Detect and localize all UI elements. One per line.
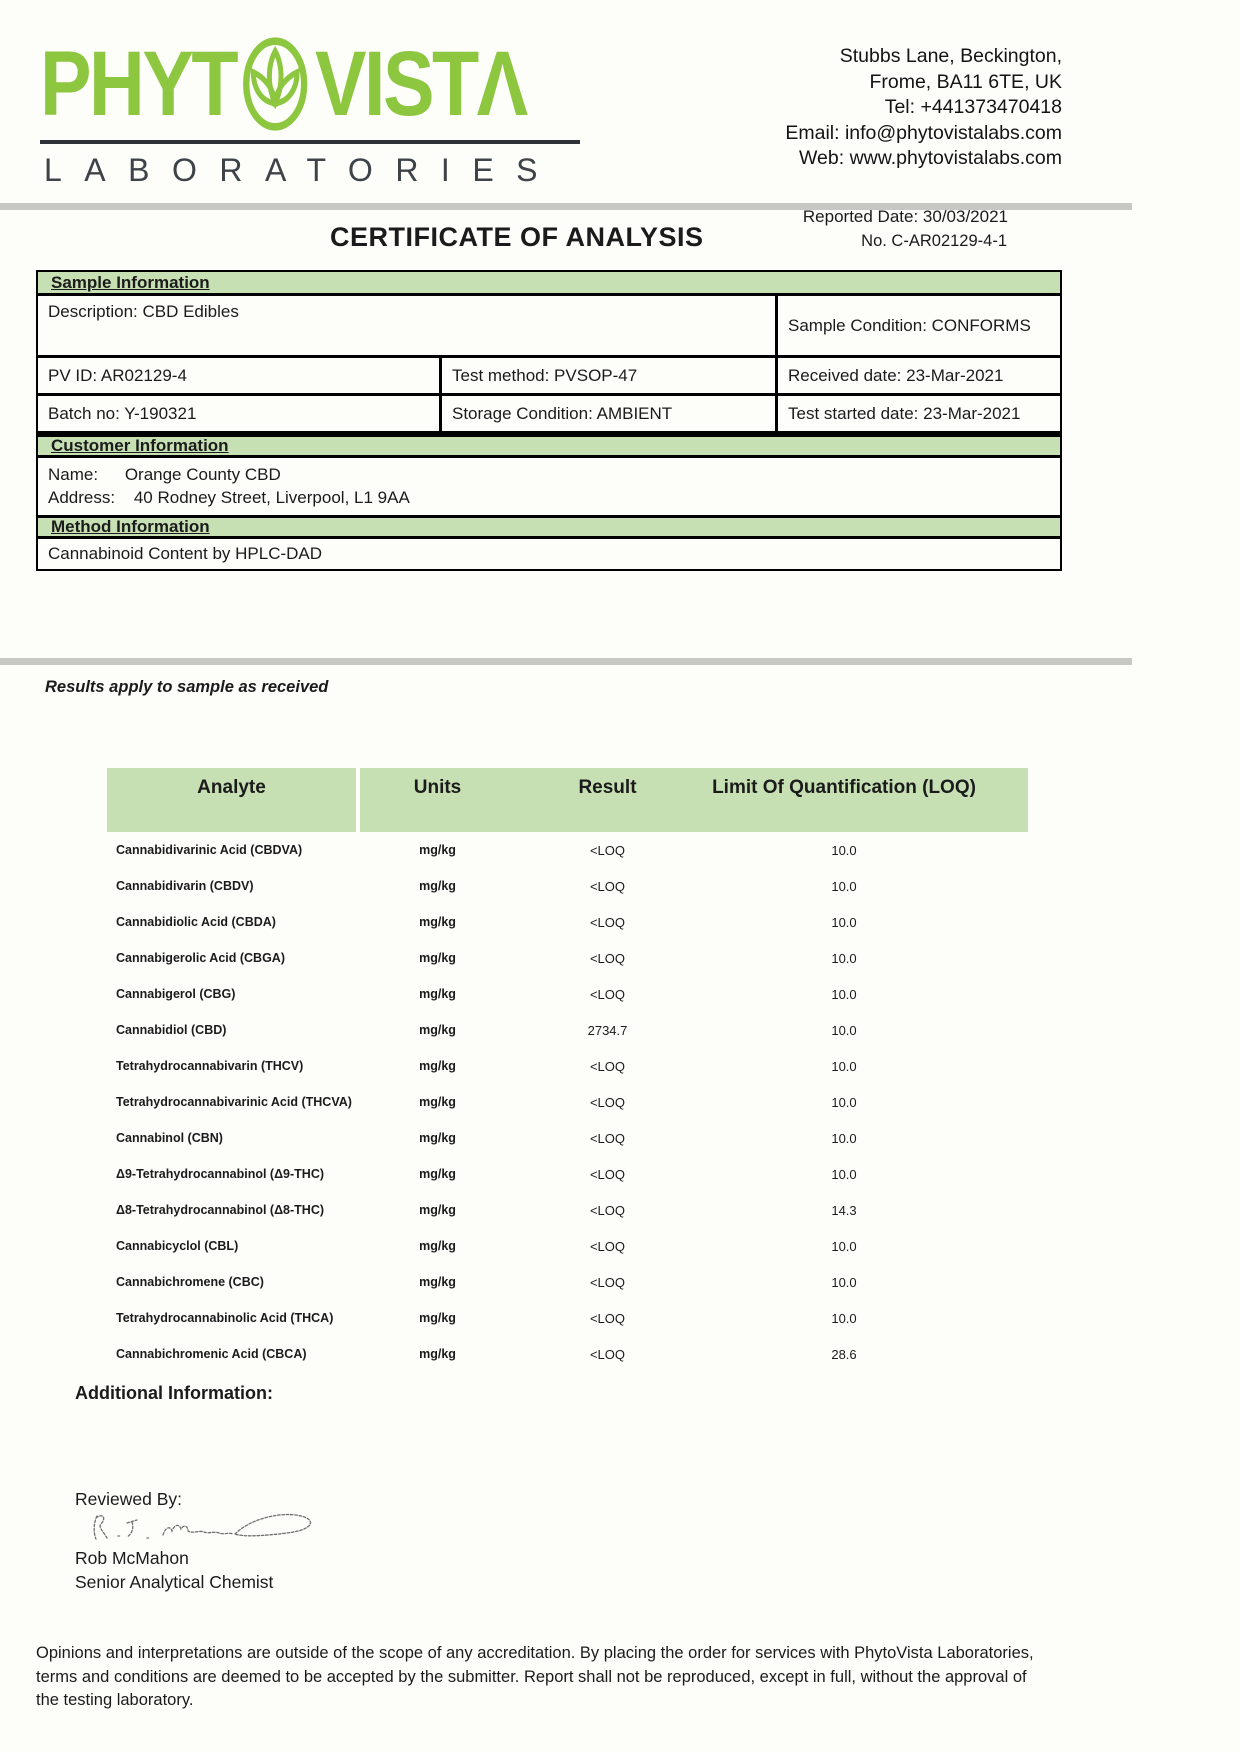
method-details (38, 539, 1060, 569)
result-value: <LOQ (589, 1238, 626, 1254)
loq-value: 28.6 (831, 1346, 857, 1362)
column-header-analyte: Analyte (107, 768, 360, 832)
units-value: mg/kg (419, 1311, 456, 1325)
sample-description: Description: CBD Edibles (38, 296, 778, 355)
reported-date: Reported Date: 30/03/2021 (802, 207, 1008, 226)
result-value: <LOQ (589, 1130, 626, 1146)
customer-information-title: Customer Information (51, 436, 229, 455)
storage-condition: Storage Condition: AMBIENT (442, 396, 778, 431)
signature-scribble (85, 1504, 325, 1554)
result-value: <LOQ (589, 914, 626, 930)
leaf-icon (240, 34, 311, 134)
sample-information-title: Sample Information (51, 272, 210, 292)
sample-information-header (38, 272, 1060, 296)
section-divider-bar (0, 658, 1132, 665)
results-table (107, 768, 1028, 1372)
result-value: <LOQ (589, 1166, 626, 1182)
loq-value: 10.0 (831, 1274, 857, 1290)
sample-row-description (38, 296, 1060, 358)
result-value: <LOQ (589, 1094, 626, 1110)
result-value: 2734.7 (587, 1022, 628, 1038)
analyte-name: Cannabichromenic Acid (CBCA) (116, 1347, 307, 1361)
units-value: mg/kg (419, 843, 456, 857)
table-row (107, 1300, 1028, 1336)
method-information-header (38, 515, 1060, 539)
analyte-name: Cannabigerol (CBG) (116, 987, 236, 1001)
loq-value: 10.0 (831, 1058, 857, 1074)
reviewed-by-label: Reviewed By: (75, 1489, 182, 1509)
result-value: <LOQ (589, 842, 626, 858)
table-row (107, 832, 1028, 868)
table-row (107, 976, 1028, 1012)
method-information-title: Method Information (51, 517, 210, 536)
result-value: <LOQ (589, 1346, 626, 1362)
analyte-name: Cannabichromene (CBC) (116, 1275, 264, 1289)
reviewer-name: Rob McMahon (75, 1548, 189, 1568)
certificate-number: No. C-AR02129-4-1 (861, 232, 1007, 250)
result-value: <LOQ (589, 986, 626, 1002)
contact-web: Web: www.phytovistalabs.com (799, 147, 1062, 169)
logo-laboratories-text: LABORATORIES (44, 152, 560, 188)
analyte-name: Cannabidivarin (CBDV) (116, 879, 254, 893)
table-row (107, 1156, 1028, 1192)
method-name: Cannabinoid Content by HPLC-DAD (48, 544, 323, 563)
analyte-name: Tetrahydrocannabivarin (THCV) (116, 1059, 304, 1073)
analyte-name: Cannabinol (CBN) (116, 1131, 223, 1145)
loq-value: 14.3 (831, 1202, 857, 1218)
customer-address-label: Address: (48, 488, 116, 507)
column-header-units: Units (360, 768, 515, 832)
result-value: <LOQ (589, 950, 626, 966)
pv-id: PV ID: AR02129-4 (38, 358, 442, 393)
table-row (107, 1012, 1028, 1048)
result-value: <LOQ (589, 1310, 626, 1326)
page-title: CERTIFICATE OF ANALYSIS (330, 222, 704, 252)
table-row (107, 1264, 1028, 1300)
analyte-name: Δ8-Tetrahydrocannabinol (Δ8-THC) (116, 1203, 325, 1217)
units-value: mg/kg (419, 1167, 456, 1181)
sample-row-ids (38, 358, 1060, 396)
table-row (107, 1192, 1028, 1228)
test-method: Test method: PVSOP-47 (442, 358, 778, 393)
sample-condition: Sample Condition: CONFORMS (788, 315, 1031, 335)
units-value: mg/kg (419, 1203, 456, 1217)
result-value: <LOQ (589, 1274, 626, 1290)
units-value: mg/kg (419, 987, 456, 1001)
logo-wordmark (40, 33, 526, 135)
disclaimer-line-2: terms and conditions are deemed to be accepted by the submitter. Report shall not be reproduced, except in full, without the approval of (36, 1667, 1027, 1686)
batch-no: Batch no: Y-190321 (38, 396, 442, 431)
units-value: mg/kg (419, 1023, 456, 1037)
units-value: mg/kg (419, 1095, 456, 1109)
customer-name-value: Orange County CBD (124, 465, 281, 484)
analyte-name: Cannabidiolic Acid (CBDA) (116, 915, 276, 929)
customer-address-row (48, 488, 1050, 508)
disclaimer-line-1: Opinions and interpretations are outside of the scope of any accreditation. By placing the order for services with PhytoVista Laboratories, (36, 1644, 1034, 1662)
results-table-body (107, 832, 1028, 1372)
table-row (107, 940, 1028, 976)
customer-address-value: 40 Rodney Street, Liverpool, L1 9AA (133, 488, 410, 507)
customer-information-header (38, 434, 1060, 458)
table-row (107, 1084, 1028, 1120)
logo-text-left: PHYT (40, 33, 237, 135)
additional-information-label: Additional Information: (75, 1383, 273, 1403)
analyte-name: Cannabidivarinic Acid (CBDVA) (116, 843, 303, 857)
units-value: mg/kg (419, 1347, 456, 1361)
customer-details (38, 458, 1060, 515)
test-started-date: Test started date: 23-Mar-2021 (788, 403, 1021, 423)
units-value: mg/kg (419, 1275, 456, 1289)
result-value: <LOQ (589, 1202, 626, 1218)
units-value: mg/kg (419, 951, 456, 965)
units-value: mg/kg (419, 1059, 456, 1073)
loq-value: 10.0 (831, 842, 857, 858)
reviewer-title: Senior Analytical Chemist (75, 1572, 274, 1592)
analyte-name: Tetrahydrocannabinolic Acid (THCA) (116, 1311, 334, 1325)
units-value: mg/kg (419, 1131, 456, 1145)
disclaimer-line-3: the testing laboratory. (36, 1691, 194, 1709)
lab-contact-block (785, 44, 1062, 172)
units-value: mg/kg (419, 1239, 456, 1253)
units-value: mg/kg (419, 879, 456, 893)
sample-row-batch (38, 396, 1060, 434)
contact-email: Email: info@phytovistalabs.com (785, 121, 1062, 144)
received-date: Received date: 23-Mar-2021 (788, 365, 1004, 385)
loq-value: 10.0 (831, 1310, 857, 1326)
loq-value: 10.0 (831, 986, 857, 1002)
column-header-loq: Limit Of Quantification (LOQ) (700, 768, 1028, 832)
loq-value: 10.0 (831, 1130, 857, 1146)
analyte-name: Δ9-Tetrahydrocannabinol (Δ9-THC) (116, 1167, 325, 1181)
loq-value: 10.0 (831, 1022, 857, 1038)
results-note: Results apply to sample as received (45, 678, 329, 696)
contact-city: Frome, BA11 6TE, UK (869, 70, 1062, 93)
analyte-name: Cannabidiol (CBD) (116, 1023, 227, 1037)
analyte-name: Cannabicyclol (CBL) (116, 1239, 239, 1253)
table-row (107, 1228, 1028, 1264)
phytovista-logo (40, 34, 585, 189)
loq-value: 10.0 (831, 1094, 857, 1110)
table-row (107, 1336, 1028, 1372)
table-row (107, 1048, 1028, 1084)
loq-value: 10.0 (831, 1166, 857, 1182)
loq-value: 10.0 (831, 878, 857, 894)
logo-divider (40, 140, 580, 144)
table-row (107, 904, 1028, 940)
contact-street: Stubbs Lane, Beckington, (839, 45, 1062, 67)
table-row (107, 1120, 1028, 1156)
loq-value: 10.0 (831, 950, 857, 966)
disclaimer-text (36, 1642, 1216, 1713)
loq-value: 10.0 (831, 1238, 857, 1254)
logo-text-right: VISTΛ (314, 33, 526, 135)
contact-tel: Tel: +441373470418 (884, 96, 1062, 118)
table-row (107, 868, 1028, 904)
loq-value: 10.0 (831, 914, 857, 930)
units-value: mg/kg (419, 915, 456, 929)
results-table-header (107, 768, 1028, 832)
customer-name-label: Name: (48, 465, 99, 484)
customer-name-row (48, 465, 1050, 485)
result-value: <LOQ (589, 878, 626, 894)
analyte-name: Cannabigerolic Acid (CBGA) (116, 951, 285, 965)
info-tables (36, 270, 1062, 571)
column-header-result: Result (515, 768, 700, 832)
result-value: <LOQ (589, 1058, 626, 1074)
analyte-name: Tetrahydrocannabivarinic Acid (THCVA) (116, 1095, 352, 1109)
